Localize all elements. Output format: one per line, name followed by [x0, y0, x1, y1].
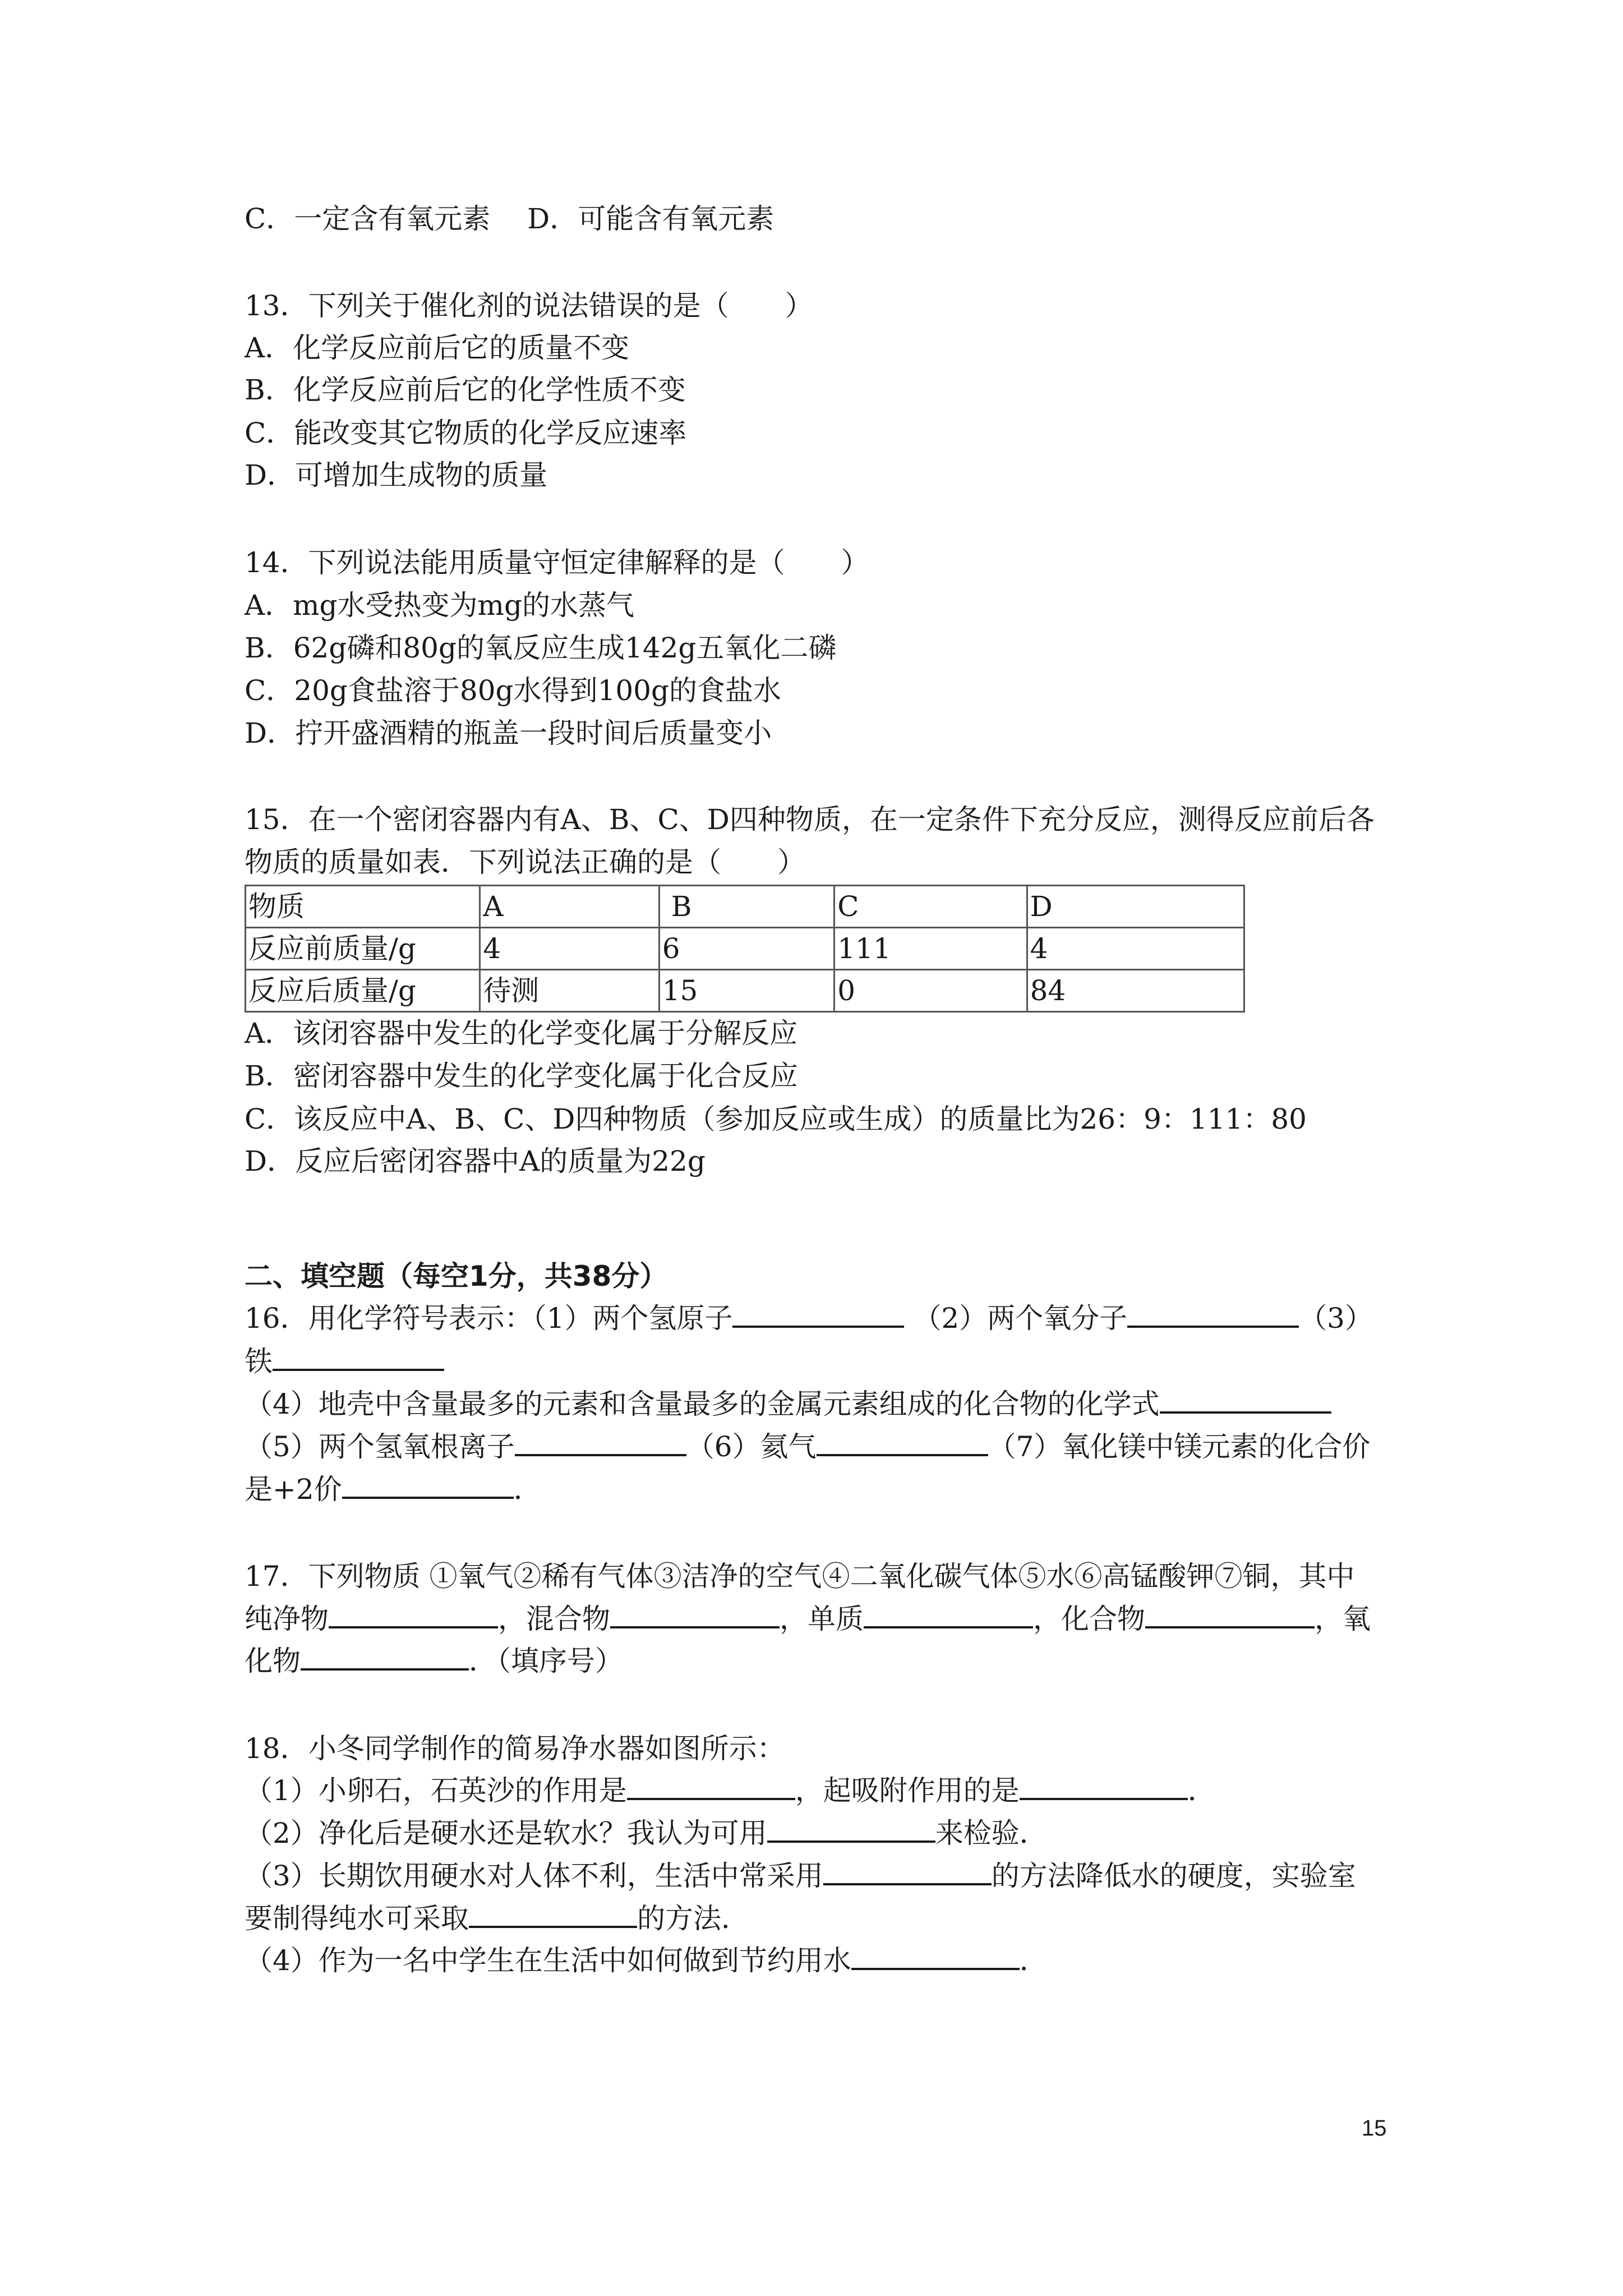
q18-line5 [245, 1899, 749, 1938]
q17-text: 纯净物 [245, 1603, 329, 1635]
q14-option-a: A．mg水受热变为mg的水蒸气 [245, 589, 634, 622]
q16-text: 是+2价 [245, 1473, 342, 1506]
table-cell: C [834, 886, 1027, 928]
answer-blank[interactable] [1127, 1301, 1299, 1328]
answer-blank[interactable] [329, 1602, 498, 1628]
q18-text: （3）长期饮用硬水对人体不利，生活中常采用 [245, 1860, 823, 1892]
table-cell: 111 [834, 928, 1027, 970]
q18-text: 要制得纯水可采取 [245, 1902, 469, 1935]
q17-text: ，氧 [1315, 1603, 1371, 1635]
q15-stem-line1: 15．在一个密闭容器内有A、B、C、D四种物质，在一定条件下充分反应，测得反应前后各 [245, 803, 1375, 836]
q14-option-c: C．20g食盐溶于80g水得到100g的食盐水 [245, 674, 781, 707]
q16-text: （4）地壳中含量最多的元素和含量最多的金属元素组成的化合物的化学式 [245, 1388, 1160, 1420]
section-title: 二、填空题（每空1分，共38分） [245, 1260, 668, 1292]
q14-stem: 14．下列说法能用质量守恒定律解释的是（ ） [245, 546, 869, 579]
q18-text: （4）作为一名中学生在生活中如何做到节约用水 [245, 1944, 851, 1977]
page-number: 15 [1362, 2116, 1387, 2141]
q18-line1: 18．小冬同学制作的简易净水器如图所示： [245, 1732, 785, 1765]
q17-line3 [245, 1641, 623, 1681]
q17-text: ，混合物 [498, 1603, 610, 1635]
table-cell: B [659, 886, 834, 928]
q17-line1: 17．下列物质 ①氧气②稀有气体③洁净的空气④二氧化碳气体⑤水⑥高锰酸钾⑦铜，其中 [245, 1560, 1355, 1593]
q16-line2 [245, 1342, 444, 1381]
q16-text: 16．用化学符号表示：（1）两个氢原子 [245, 1302, 733, 1335]
q18-line6 [245, 1941, 1048, 1980]
table-cell: 反应后质量/g [246, 970, 480, 1012]
q16-line1 [245, 1299, 1373, 1338]
q15-option-c: C．该反应中A、B、C、D四种物质（参加反应或生成）的质量比为26：9：111：80 [245, 1103, 1307, 1135]
q18-text: （1）小卵石，石英沙的作用是 [245, 1774, 627, 1807]
q16-text: 铁 [245, 1345, 273, 1378]
q15-option-b: B．密闭容器中发生的化学变化属于化合反应 [245, 1060, 798, 1092]
q16-text: （7）氧化镁中镁元素的化合价 [988, 1430, 1371, 1463]
q16-text: （2）两个氧分子 [913, 1302, 1128, 1335]
answer-blank[interactable] [627, 1773, 795, 1800]
table-cell: 15 [659, 970, 834, 1012]
q18-text: ． [1019, 1944, 1048, 1977]
q16-line5 [245, 1470, 542, 1509]
q18-text: ，起吸附作用的是 [795, 1774, 1020, 1807]
answer-blank[interactable] [515, 1429, 686, 1456]
table-cell: 6 [659, 928, 834, 970]
answer-blank[interactable] [851, 1943, 1020, 1970]
answer-blank[interactable] [823, 1858, 992, 1885]
q14-option-b: B．62g磷和80g的氧反应生成142g五氧化二磷 [245, 632, 837, 664]
answer-blank[interactable] [1160, 1387, 1331, 1414]
table-header-row [246, 886, 1244, 928]
q15-option-a: A．该闭容器中发生的化学变化属于分解反应 [245, 1017, 798, 1050]
table-cell: 0 [834, 970, 1027, 1012]
q16-text: （6）氦气 [686, 1430, 817, 1463]
answer-blank[interactable] [817, 1429, 988, 1456]
q16-text: （3） [1299, 1302, 1373, 1335]
q18-text: ． [1187, 1774, 1216, 1807]
q16-line4 [245, 1427, 1370, 1466]
q12-options-cd: C．一定含有氧元素 D．可能含有氧元素 [245, 203, 774, 235]
q13-option-b: B．化学反应前后它的化学性质不变 [245, 374, 686, 406]
answer-blank[interactable] [1020, 1773, 1188, 1800]
q18-text: 来检验． [935, 1817, 1048, 1849]
q13-option-d: D．可增加生成物的质量 [245, 459, 548, 491]
q13-option-a: A．化学反应前后它的质量不变 [245, 332, 630, 364]
q16-text: （5）两个氢氧根离子 [245, 1430, 515, 1463]
answer-blank[interactable] [342, 1472, 514, 1499]
q16-line3 [245, 1384, 1331, 1424]
answer-blank[interactable] [767, 1816, 935, 1843]
q17-text: ．（填序号） [469, 1645, 623, 1677]
q18-text: （2）净化后是硬水还是软水？我认为可用 [245, 1817, 767, 1849]
answer-blank[interactable] [301, 1644, 469, 1671]
q13-option-c: C．能改变其它物质的化学反应速率 [245, 417, 687, 449]
table-cell: 4 [1027, 928, 1244, 970]
table-cell: 4 [480, 928, 659, 970]
answer-blank[interactable] [469, 1901, 637, 1928]
table-row [246, 970, 1244, 1012]
answer-blank[interactable] [732, 1301, 904, 1328]
answer-blank[interactable] [610, 1602, 780, 1628]
q14-option-d: D．拧开盛酒精的瓶盖一段时间后质量变小 [245, 717, 772, 749]
table-cell: 物质 [246, 886, 480, 928]
q18-line3 [245, 1814, 1048, 1853]
table-cell: 反应前质量/g [246, 928, 480, 970]
q16-text: ． [513, 1473, 542, 1506]
q17-text: ，化合物 [1033, 1603, 1145, 1635]
q17-line2 [245, 1599, 1371, 1639]
q18-text: 的方法降低水的硬度，实验室 [991, 1860, 1356, 1892]
q17-text: ，单质 [780, 1603, 864, 1635]
q15-option-d: D．反应后密闭容器中A的质量为22g [245, 1145, 706, 1177]
q17-text: 化物 [245, 1645, 301, 1677]
table-row [246, 928, 1244, 970]
table-cell: D [1027, 886, 1244, 928]
answer-blank[interactable] [1145, 1602, 1315, 1628]
q18-line4 [245, 1856, 1356, 1895]
answer-blank[interactable] [273, 1344, 444, 1371]
q18-text: 的方法． [637, 1902, 749, 1935]
q18-line2 [245, 1771, 1216, 1810]
table-cell: A [480, 886, 659, 928]
mass-table [245, 885, 1245, 1013]
q15-stem-line2: 物质的质量如表．下列说法正确的是（ ） [245, 846, 805, 878]
q13-stem: 13．下列关于催化剂的说法错误的是（ ） [245, 289, 813, 322]
table-cell: 84 [1027, 970, 1244, 1012]
table-cell: 待测 [480, 970, 659, 1012]
answer-blank[interactable] [864, 1602, 1033, 1628]
